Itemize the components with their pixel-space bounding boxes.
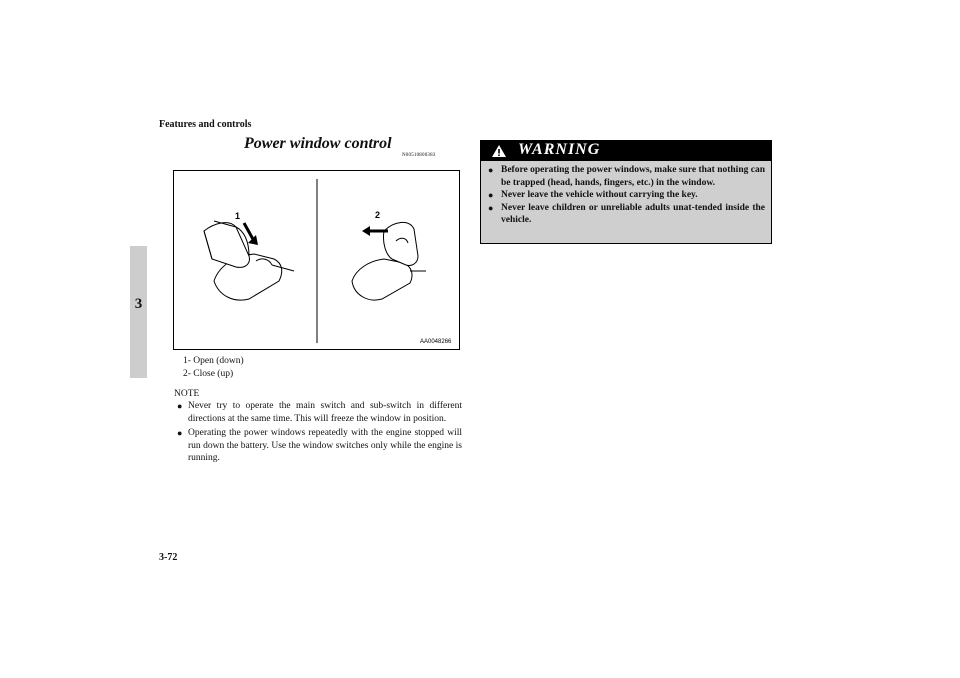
note-list [174, 400, 462, 467]
warning-item-text: Before operating the power windows, make sure that nothing can be trapped (head, hands, fingers, etc.) in the window. [501, 165, 765, 188]
bullet-icon: ● [488, 202, 494, 213]
note-heading: NOTE [174, 389, 200, 399]
chapter-number: 3 [134, 296, 143, 312]
figure-label-1: 1 [235, 211, 241, 221]
note-item [174, 400, 462, 425]
section-title: Power window control [244, 135, 392, 152]
warning-item [487, 189, 765, 202]
note-item-text: Operating the power windows repeatedly with the engine stopped will run down the battery. Use the window switches only while the engine is running. [188, 428, 462, 463]
warning-list [487, 164, 765, 227]
figure-image-code: AA0048266 [420, 339, 452, 345]
note-item-text: Never try to operate the main switch and sub-switch in different directions at the same time. This will freeze the window in position. [188, 401, 462, 424]
warning-item-text: Never leave the vehicle without carrying the key. [501, 190, 698, 200]
warning-header [481, 141, 771, 161]
bullet-icon: ● [488, 190, 494, 200]
close-switch-drawing [352, 222, 426, 300]
bullet-icon: ● [488, 165, 494, 175]
power-window-illustration [173, 170, 460, 350]
section-code: N00510800383 [402, 153, 436, 158]
bullet-icon: ● [177, 401, 183, 411]
bullet-icon: ● [177, 428, 183, 438]
warning-item [487, 164, 765, 189]
page-number: 3-72 [159, 552, 178, 563]
warning-item-text: Never leave children or unreliable adults unat-tended inside the vehicle. [501, 202, 765, 225]
caption-close: 2- Close (up) [183, 369, 234, 379]
figure-captions [183, 355, 244, 381]
warning-triangle-icon [491, 144, 507, 158]
running-header: Features and controls [159, 119, 252, 130]
warning-box [480, 140, 772, 244]
caption-open: 1- Open (down) [183, 356, 244, 366]
warning-title: WARNING [518, 141, 601, 158]
down-arrow-icon [244, 223, 258, 245]
warning-item [487, 202, 765, 227]
figure-label-2: 2 [375, 210, 381, 220]
note-item [174, 427, 462, 465]
